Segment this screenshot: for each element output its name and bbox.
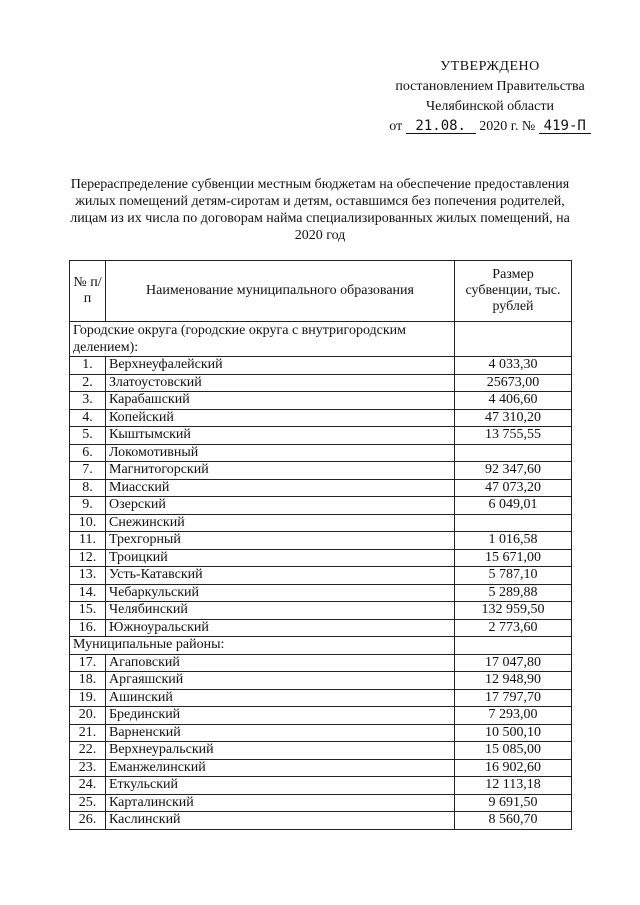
table-row xyxy=(70,549,572,567)
row-value: 16 902,60 xyxy=(455,759,572,777)
document-title: Перераспределение субвенции местным бюджетам на обеспечение предоставления жилых помещений детям-сиротам и детям, оставшимся без попечения родителей, лицам из их числа по договорам найма специализированных жилых помещений, на 2020 год xyxy=(70,177,570,243)
table-row xyxy=(70,759,572,777)
row-name: Златоустовский xyxy=(106,374,455,392)
approval-line-2: Челябинской области xyxy=(426,99,554,114)
row-value: 1 016,58 xyxy=(455,532,572,550)
table-row xyxy=(70,357,572,375)
approval-title: УТВЕРЖДЕНО xyxy=(440,59,540,74)
table-row xyxy=(70,812,572,830)
row-number: 16. xyxy=(70,619,106,637)
row-number: 13. xyxy=(70,567,106,585)
row-number: 5. xyxy=(70,427,106,445)
row-number: 18. xyxy=(70,672,106,690)
row-name: Снежинский xyxy=(106,514,455,532)
row-value: 7 293,00 xyxy=(455,707,572,725)
row-name: Верхнеуфалейский xyxy=(106,357,455,375)
row-value: 17 797,70 xyxy=(455,689,572,707)
row-value: 9 691,50 xyxy=(455,794,572,812)
row-name: Озерский xyxy=(106,497,455,515)
table-row xyxy=(70,462,572,480)
approval-year: 2020 г. № xyxy=(479,119,536,134)
row-value: 15 085,00 xyxy=(455,742,572,760)
row-value: 132 959,50 xyxy=(455,602,572,620)
section-urban-empty xyxy=(455,322,572,357)
row-name: Кыштымский xyxy=(106,427,455,445)
section-districts-empty xyxy=(455,637,572,655)
subvention-table xyxy=(69,260,572,830)
row-name: Чебаркульский xyxy=(106,584,455,602)
row-name: Еткульский xyxy=(106,777,455,795)
approval-date: 21.08. xyxy=(406,119,476,134)
table-row xyxy=(70,777,572,795)
row-value: 25673,00 xyxy=(455,374,572,392)
row-number: 25. xyxy=(70,794,106,812)
table-row xyxy=(70,619,572,637)
row-value: 5 787,10 xyxy=(455,567,572,585)
table-row xyxy=(70,427,572,445)
row-name: Миасский xyxy=(106,479,455,497)
table-row xyxy=(70,584,572,602)
table-row xyxy=(70,689,572,707)
row-number: 10. xyxy=(70,514,106,532)
row-number: 11. xyxy=(70,532,106,550)
approval-line-1: постановлением Правительства xyxy=(395,79,585,94)
row-value: 13 755,55 xyxy=(455,427,572,445)
row-name: Копейский xyxy=(106,409,455,427)
approval-block xyxy=(360,57,620,137)
row-number: 14. xyxy=(70,584,106,602)
section-row-urban xyxy=(70,322,572,357)
approval-number: 419-П xyxy=(539,119,591,134)
row-number: 24. xyxy=(70,777,106,795)
row-number: 26. xyxy=(70,812,106,830)
row-name: Варненский xyxy=(106,724,455,742)
row-name: Челябинский xyxy=(106,602,455,620)
row-value xyxy=(455,514,572,532)
header-amount: Размер субвенции, тыс. рублей xyxy=(455,261,572,322)
row-name: Аргаяшский xyxy=(106,672,455,690)
row-number: 1. xyxy=(70,357,106,375)
row-number: 21. xyxy=(70,724,106,742)
header-name: Наименование муниципального образования xyxy=(106,261,455,322)
row-number: 12. xyxy=(70,549,106,567)
row-number: 20. xyxy=(70,707,106,725)
table-row xyxy=(70,497,572,515)
row-value: 12 948,90 xyxy=(455,672,572,690)
section-row-districts xyxy=(70,637,572,655)
table-row xyxy=(70,374,572,392)
row-value: 92 347,60 xyxy=(455,462,572,480)
row-name: Карабашский xyxy=(106,392,455,410)
row-value: 47 310,20 xyxy=(455,409,572,427)
table-row xyxy=(70,724,572,742)
row-number: 15. xyxy=(70,602,106,620)
row-name: Ашинский xyxy=(106,689,455,707)
row-name: Южноуральский xyxy=(106,619,455,637)
row-name: Верхнеуральский xyxy=(106,742,455,760)
table-header-row xyxy=(70,261,572,322)
row-value xyxy=(455,444,572,462)
table-row xyxy=(70,707,572,725)
table-row xyxy=(70,514,572,532)
row-value: 2 773,60 xyxy=(455,619,572,637)
row-name: Брединский xyxy=(106,707,455,725)
table-row xyxy=(70,742,572,760)
row-number: 22. xyxy=(70,742,106,760)
row-number: 23. xyxy=(70,759,106,777)
row-number: 17. xyxy=(70,654,106,672)
row-name: Локомотивный xyxy=(106,444,455,462)
section-districts-label: Муниципальные районы: xyxy=(70,637,455,655)
table-row xyxy=(70,654,572,672)
row-value: 17 047,80 xyxy=(455,654,572,672)
approval-date-line xyxy=(360,117,620,137)
table-row xyxy=(70,672,572,690)
row-name: Еманжелинский xyxy=(106,759,455,777)
table-row xyxy=(70,409,572,427)
table-row xyxy=(70,532,572,550)
row-number: 8. xyxy=(70,479,106,497)
row-number: 4. xyxy=(70,409,106,427)
row-value: 10 500,10 xyxy=(455,724,572,742)
table-row xyxy=(70,602,572,620)
table-row xyxy=(70,794,572,812)
row-value: 5 289,88 xyxy=(455,584,572,602)
row-number: 6. xyxy=(70,444,106,462)
row-number: 3. xyxy=(70,392,106,410)
table-row xyxy=(70,479,572,497)
section-urban-label: Городские округа (городские округа с внутригородским делением): xyxy=(70,322,455,357)
row-name: Агаповский xyxy=(106,654,455,672)
row-value: 6 049,01 xyxy=(455,497,572,515)
row-name: Трехгорный xyxy=(106,532,455,550)
table-row xyxy=(70,444,572,462)
table-row xyxy=(70,567,572,585)
row-value: 4 406,60 xyxy=(455,392,572,410)
table-row xyxy=(70,392,572,410)
row-value: 4 033,30 xyxy=(455,357,572,375)
row-value: 47 073,20 xyxy=(455,479,572,497)
approval-from: от xyxy=(389,119,403,134)
row-number: 9. xyxy=(70,497,106,515)
row-number: 7. xyxy=(70,462,106,480)
row-value: 15 671,00 xyxy=(455,549,572,567)
row-name: Магнитогорский xyxy=(106,462,455,480)
row-value: 12 113,18 xyxy=(455,777,572,795)
row-name: Усть-Катавский xyxy=(106,567,455,585)
row-name: Каслинский xyxy=(106,812,455,830)
row-name: Троицкий xyxy=(106,549,455,567)
row-value: 8 560,70 xyxy=(455,812,572,830)
row-name: Карталинский xyxy=(106,794,455,812)
header-num: № п/п xyxy=(70,261,106,322)
row-number: 2. xyxy=(70,374,106,392)
row-number: 19. xyxy=(70,689,106,707)
